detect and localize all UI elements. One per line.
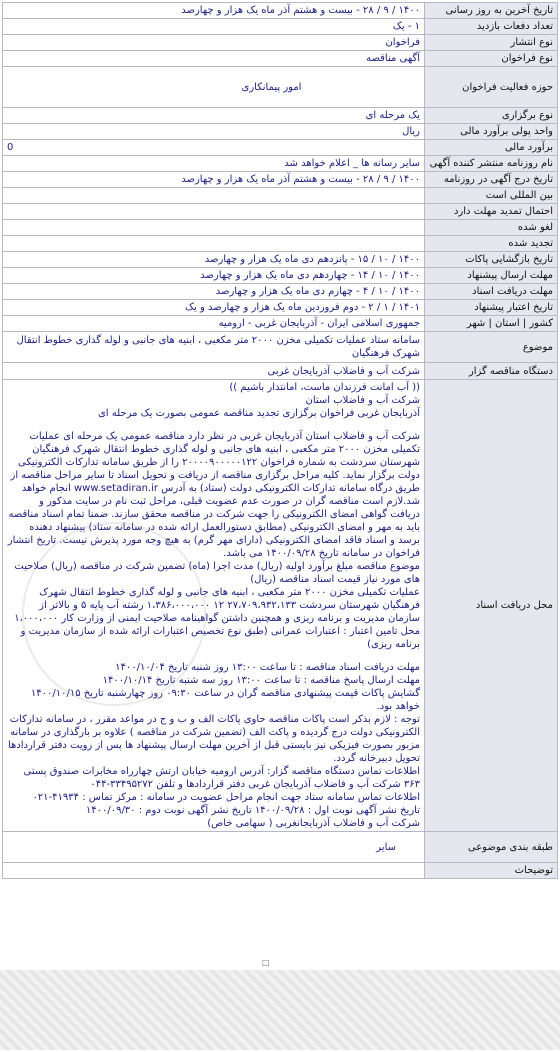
- info-row-value: [3, 204, 425, 220]
- doc-line: توجه : لازم بذکر است پاکات مناقصه حاوی پاکات الف و ب و ج در مواعد مقرر ، در سامانه تدارکات الکترونیکی دولت درج گردیده و پاکت الف (تضمین شرکت در مناقصه ) علاوه بر بارگذاری در سامانه مزبور بصورت فیزیکی نیز بایستی قبل از آخرین مهلت ارسال پیشنهاد ها پس از رویت دفتر قراردادها تحویل دبیرخانه گردد.: [7, 714, 420, 764]
- doc-line: محل تامین اعتبار : اعتبارات عمرانی (طبق نوع تخصیص اعتبارات ارائه شده از سازمان مدیریت و برنامه ریزی): [20, 626, 420, 650]
- info-row: [3, 3, 558, 19]
- info-row: [3, 51, 558, 67]
- info-row-value: جمهوری اسلامی ایران - آذربایجان غربی - ارومیه: [3, 316, 425, 332]
- info-row: [3, 172, 558, 188]
- info-row-label: تجدید شده: [425, 236, 558, 252]
- info-row-value: آگهی مناقصه: [3, 51, 425, 67]
- info-row: [3, 316, 558, 332]
- info-row-label: نام روزنامه منتشر کننده آگهی: [425, 156, 558, 172]
- info-row-label: تاریخ آخرین به روز رسانی: [425, 3, 558, 19]
- doc-line: گشایش پاکات قیمت پیشنهادی مناقصه گران در ساعت ۰۹:۳۰ روز چهارشنبه تاریخ ۱۴۰۰/۱۰/۱۵ خواهد بود.: [30, 688, 420, 712]
- info-row-value: فراخوان: [3, 35, 425, 51]
- page-marker: □: [262, 958, 270, 967]
- category-row: [3, 832, 558, 863]
- doc-line: اطلاعات تماس دستگاه مناقصه گزار: آدرس ارومیه خیابان ارتش چهارراه مخابرات صندوق پستی ۳۶۳ شرکت آب و فاضلاب آذربایجان غربی دفتر قراردادها و تلفن ۳۳۴۹۵۲۷۲-۰۴۴: [23, 766, 420, 790]
- info-row: [3, 140, 558, 156]
- info-row: [3, 363, 558, 380]
- info-row-value: [3, 220, 425, 236]
- info-rows: [3, 3, 558, 380]
- info-row: [3, 35, 558, 51]
- info-row: [3, 108, 558, 124]
- info-row: [3, 252, 558, 268]
- info-row-label: لغو شده: [425, 220, 558, 236]
- description-label: توضیحات: [425, 863, 558, 879]
- doc-line: شرکت آب و فاضلاب آذربایجانغربی ( سهامی خاص): [207, 818, 420, 829]
- info-row-label: تاریخ درج آگهی در روزنامه: [425, 172, 558, 188]
- doc-line: آذربایجان غربی فراخوان برگزاری تجدید مناقصه عمومی بصورت یک مرحله ای: [97, 408, 420, 419]
- info-row-label: مهلت ارسال پیشنهاد: [425, 268, 558, 284]
- info-row-label: موضوع: [425, 332, 558, 363]
- doc-location-row: [3, 380, 558, 832]
- info-row-label: دستگاه مناقصه گزار: [425, 363, 558, 380]
- info-row: [3, 284, 558, 300]
- info-row-value: [3, 188, 425, 204]
- doc-line: تاریخ نشر آگهی نوبت اول : ۱۴۰۰/۰۹/۲۸ تاریخ نشر آگهی نوبت دوم : ۱۴۰۰/۰۹/۳۰: [85, 805, 420, 816]
- info-row-value: ۱۴۰۰ / ۱۰ / ۱۴ - چهاردهم دی ماه یک هزار و چهارصد: [3, 268, 425, 284]
- info-row-value: سامانه ستاد عملیات تکمیلی مخزن ۲۰۰۰ متر مکعبی ، ابنیه های جانبی و لوله گذاری خطوط انتقال شهرک فرهنگیان: [3, 332, 425, 363]
- info-row: [3, 204, 558, 220]
- info-row-label: کشور | استان | شهر: [425, 316, 558, 332]
- info-row: [3, 332, 558, 363]
- info-row: [3, 268, 558, 284]
- info-row-value: ۱۴۰۰ / ۹ / ۲۸ - بیست و هشتم آذر ماه یک هزار و چهارصد: [3, 172, 425, 188]
- info-row-label: نوع فراخوان: [425, 51, 558, 67]
- info-row-label: حوزه فعالیت فراخوان: [425, 67, 558, 108]
- doc-line: موضوع مناقصه مبلغ برآورد اولیه (ریال) مدت اجرا (ماه) تضمین شرکت در مناقصه (ریال) صلاحیت های مورد نیاز قیمت اسناد مناقصه (ریال): [14, 561, 420, 585]
- info-row: [3, 188, 558, 204]
- info-row-label: تاریخ اعتبار پیشنهاد: [425, 300, 558, 316]
- info-row-label: نوع انتشار: [425, 35, 558, 51]
- info-row-label: نوع برگزاری: [425, 108, 558, 124]
- doc-location-label: محل دریافت اسناد: [425, 380, 558, 832]
- info-row-value: ۱۴۰۰ / ۱۰ / ۴ - چهارم دی ماه یک هزار و چهارصد: [3, 284, 425, 300]
- info-row-value: ریال: [3, 124, 425, 140]
- info-row-value: 0: [3, 140, 425, 156]
- doc-line: عملیات تکمیلی مخزن ۲۰۰۰ متر مکعبی ، ابنیه های جانبی و لوله گذاری خطوط انتقال شهرک فرهنگیان شهرستان سردشت ۲۷،۷۰۹،۹۳۲،۱۳۳ ۱۲ ۱،۳۸۶،۰۰۰،۰۰۰ رشته آب پایه ۵ و بالاتر از سازمان مدیریت و برنامه ریزی و همچنین داشتن گواهینامه صلاحیت ایمنی از وزارت کار ۱،۰۰۰،۰۰۰: [14, 587, 420, 624]
- info-row-value: [3, 236, 425, 252]
- doc-line: اطلاعات تماس سامانه ستاد جهت انجام مراحل عضویت در سامانه : مرکز تماس : ۴۱۹۳۴-۰۲۱: [32, 792, 420, 803]
- doc-line: [7, 651, 420, 661]
- info-row: [3, 19, 558, 35]
- doc-line: شرکت آب و فاضلاب استان آذربایجان غربی در نظر دارد مناقصه عمومی یک مرحله ای عملیات تکمیلی مخزن ۲۰۰۰ متر مکعبی ، ابنیه های جانبی و لوله گذاری خطوط انتقال شهرک فرهنگیان شهرستان سردشت به شماره فراخوان ۲۰۰۰۰۹۰۰۰۰۰۱۲۲ را از طریق سامانه تدارکات الکترونیکی دولت برگزار نماید. کلیه مراحل برگزاری مناقصه از دریافت و تحویل اسناد تا سایر مراحل مناقصه از طریق درگاه سامانه تدارکات الکترونیکی دولت (ستاد) به آدرس www.setadiran.ir انجام خواهد شد.لازم است مناقصه گران در صورت عدم عضویت قبلی، مراحل ثبت نام در سایت مذکور و دریافت گواهی امضای الکترونیکی را جهت شرکت در مناقصه محقق سازند. ضمنا تمام اسناد مناقصه باید به مهر و امضای الکترونیکی (مطابق دستورالعمل ارائه شده در سامانه ستاد) پیشنهاد دهنده برسد و اسناد فاقد امضای الکترونیکی (دارای مهر گرم) به هیچ وجه مورد پذیرش نیست. تاریخ انتشار فراخوان در سامانه تاریخ ۱۴۰۰/۰۹/۲۸ می باشد.: [7, 431, 420, 559]
- info-row-label: بین المللی است: [425, 188, 558, 204]
- info-row-value: ۱۴۰۰ / ۹ / ۲۸ - بیست و هشتم آذر ماه یک هزار و چهارصد: [3, 3, 425, 19]
- info-row-label: احتمال تمدید مهلت دارد: [425, 204, 558, 220]
- description-value: [3, 863, 425, 879]
- info-row: [3, 220, 558, 236]
- info-row-label: برآورد مالی: [425, 140, 558, 156]
- info-row: [3, 156, 558, 172]
- category-value: سایر: [3, 832, 425, 863]
- info-row-value: ۱۴۰۰ / ۱۰ / ۱۵ - پانزدهم دی ماه یک هزار و چهارصد: [3, 252, 425, 268]
- info-row-label: واحد پولی برآورد مالی: [425, 124, 558, 140]
- info-row: [3, 300, 558, 316]
- info-row: [3, 236, 558, 252]
- info-row-label: مهلت دریافت اسناد: [425, 284, 558, 300]
- doc-line: مهلت ارسال پاسخ مناقصه : تا ساعت ۱۳:۰۰ روز سه شنبه تاریخ ۱۴۰۰/۱۰/۱۴: [102, 675, 420, 686]
- page-footer-pattern: [0, 970, 560, 1050]
- info-row: [3, 124, 558, 140]
- info-row: [3, 67, 558, 108]
- doc-line: [7, 420, 420, 430]
- tender-info-table: [2, 2, 558, 879]
- info-row-label: تاریخ بازگشایی پاکات: [425, 252, 558, 268]
- doc-line: شرکت آب و فاضلاب استان: [305, 395, 420, 406]
- info-row-value: سایر رسانه ها _ اعلام خواهد شد: [3, 156, 425, 172]
- info-row-label: تعداد دفعات بازدید: [425, 19, 558, 35]
- tender-details: [2, 2, 558, 879]
- info-row-value: ۱۴۰۱ / ۱ / ۲ - دوم فروردین ماه یک هزار و چهارصد و یک: [3, 300, 425, 316]
- doc-line: (( آب امانت فرزندان ماست، امانتدار باشیم )): [229, 382, 420, 393]
- info-row-value: یک مرحله ای: [3, 108, 425, 124]
- info-row-value: امور پیمانکاری: [3, 67, 425, 108]
- info-row-value: ۱ - یک: [3, 19, 425, 35]
- description-row: [3, 863, 558, 879]
- doc-line: مهلت دریافت اسناد مناقصه : تا ساعت ۱۳:۰۰ روز شنبه تاریخ ۱۴۰۰/۱۰/۰۴: [115, 662, 420, 673]
- category-label: طبقه بندی موضوعی: [425, 832, 558, 863]
- doc-location-body: [3, 380, 425, 832]
- info-row-value: شرکت آب و فاضلاب آذربایجان غربی: [3, 363, 425, 380]
